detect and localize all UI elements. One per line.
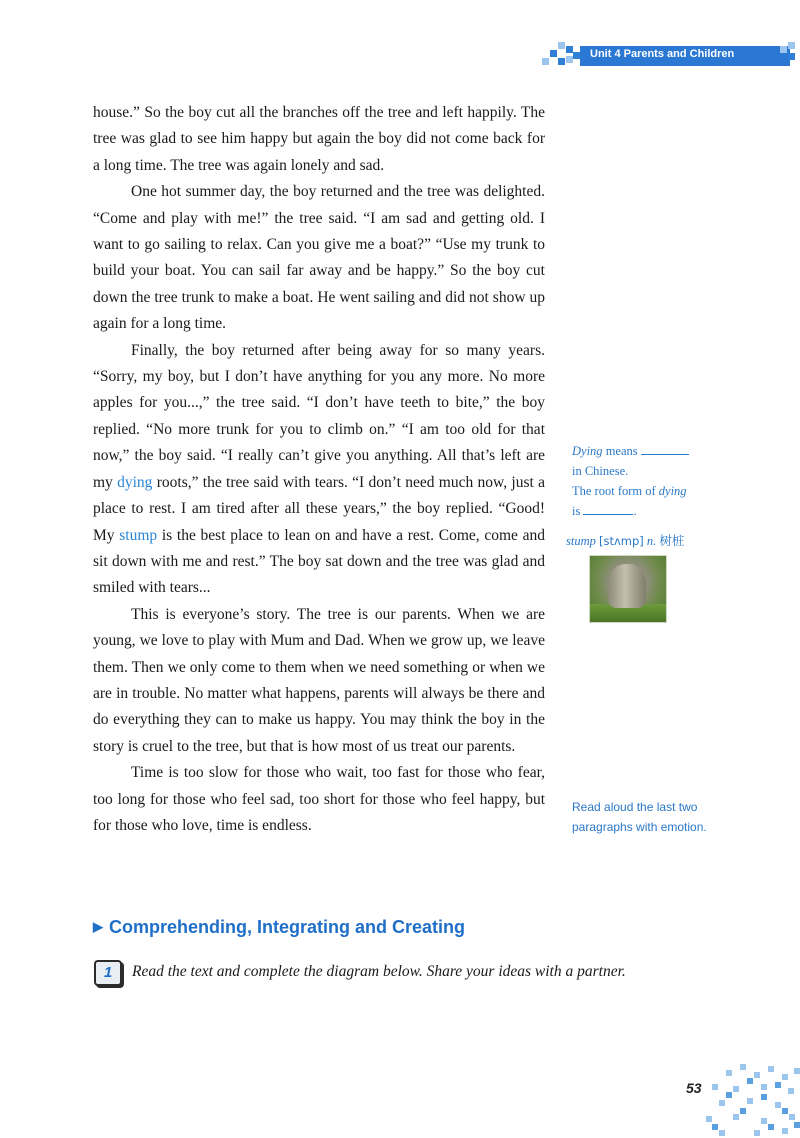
header-pixel [788,42,795,49]
unit-header [540,42,800,70]
note-root-word: dying [658,484,687,498]
play-triangle-icon: ▶ [93,919,103,934]
header-pixel [780,46,787,53]
paragraph-2: One hot summer day, the boy returned and the tree was delighted. “Come and play with me!” the tree said. “I am sad and getting old. I want to go sailing to relax. Can you give me a boat?” “Use my trunk to build your boat. You can sail far away and be happy.” So the boy cut down the tree trunk to make a boat. He went sailing and did not show up again for a long time. [93,183,545,333]
stump-phonetic: [stʌmp] [599,534,644,548]
vocab-note-dying [572,441,712,521]
paragraph-5: Time is too slow for those who wait, too fast for those who fear, too long for those who feel sad, too short for those who feel happy, but for those who love, time is endless. [93,764,545,834]
section-heading-text: Comprehending, Integrating and Creating [109,917,466,937]
header-pixel [558,42,565,49]
keyword-stump: stump [119,526,158,544]
paragraph-3-part-a: Finally, the boy returned after being away for so many years. “Sorry, my boy, but I don’t have anything for you any more. No more apples for you...,” the tree said. “I don’t have teeth to bite,” the boy replied. “No more trunk for you to climb on.” “I am too old for that now,” the boy said. “I really can’t give you anything. All that’s left are my [93,341,545,491]
paragraph-3-part-b: roots,” the tree said with tears. “I don’t need much now, just a place to rest. I am tired after all these years,” the boy replied. “Good! My [93,473,546,544]
note-root-form: The root form of [572,484,659,498]
paragraph-4: This is everyone’s story. The tree is our parents. When we are young, we love to play with Mum and Dad. When we grow up, we leave them. Then we only come to them when we need something or when we are in trouble. No matter what happens, parents will always be there and do everything they can to make us happy. You may think the boy in the story is cruel to the tree, but that is how most of us treat our parents. [93,605,545,755]
header-pixel [573,52,580,59]
section-heading [93,917,465,938]
stump-pos: n. [646,534,657,548]
root-form-blank[interactable] [583,502,633,515]
stump-photo [589,555,667,623]
note-dying-means: means [602,444,641,458]
header-pixel [788,53,795,60]
reading-text [93,100,545,839]
note-in-chinese: in Chinese. [572,464,629,478]
note-is-label: is [572,504,584,518]
paragraph-3-part-c: is the best place to lean on and have a rest. Come, come and sit down with me and rest.” The boy sat down and the tree was glad and smiled with tears... [93,526,545,597]
stump-word: stump [566,534,596,548]
read-aloud-note: Read aloud the last two paragraphs with emotion. [572,800,707,834]
keyword-dying: dying [117,473,153,491]
header-pixel [566,46,573,53]
corner-pixel-decoration [706,1064,800,1138]
page-number: 53 [686,1080,702,1096]
unit-label: Unit 4 Parents and Children [590,48,735,60]
stump-shape [608,564,646,608]
vocab-note-stump [566,531,684,549]
paragraph-3 [93,338,545,602]
header-pixel [550,50,557,57]
paragraph-1: house.” So the boy cut all the branches off the tree and left happily. The tree was glad to see him happy but again the boy did not come back for a long time. The tree was again lonely and sad. [93,104,545,174]
header-pixel [566,56,573,63]
header-pixel [542,58,549,65]
header-pixel [558,58,565,65]
stump-meaning: 树桩 [659,534,685,548]
task-instruction: Read the text and complete the diagram below. Share your ideas with a partner. [132,963,626,980]
note-period: . [633,504,637,518]
task-number-badge: 1 [94,960,122,986]
dying-meaning-blank[interactable] [641,442,689,455]
note-dying-word: Dying [572,444,603,458]
